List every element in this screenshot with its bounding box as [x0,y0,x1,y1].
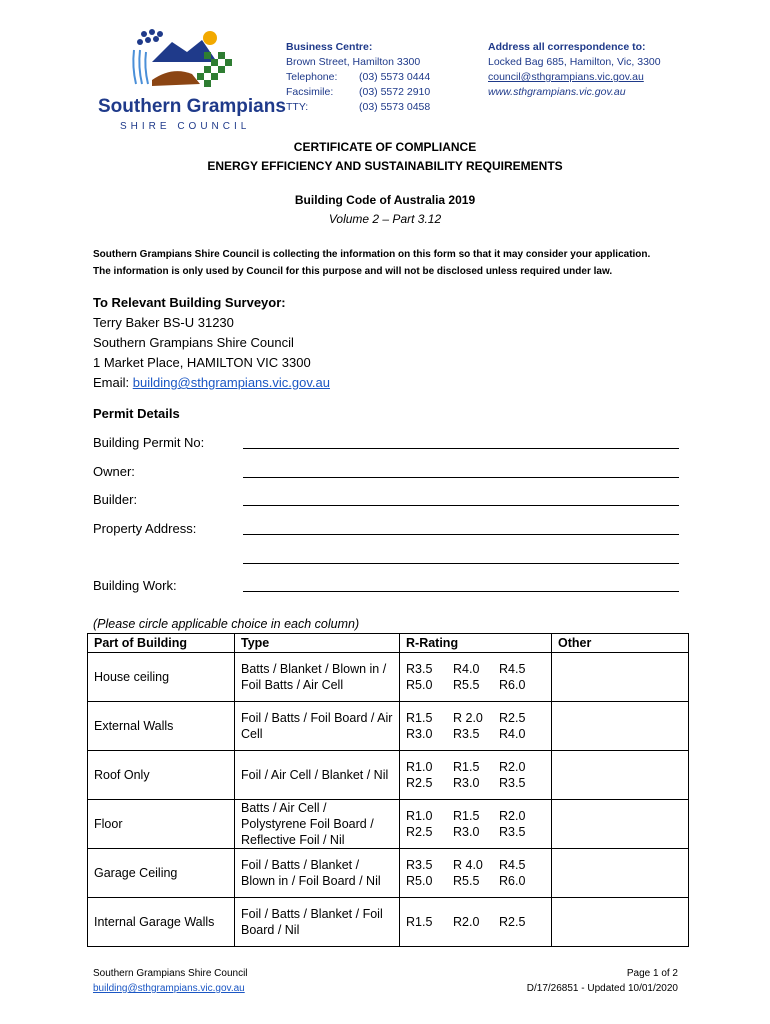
row-other[interactable] [552,849,689,898]
logo-subtitle: SHIRE COUNCIL [120,121,251,132]
rating-option[interactable]: R2.5 [499,915,526,929]
rating-option[interactable]: R2.5 [499,711,526,725]
row-other[interactable] [552,751,689,800]
page-number: Page 1 of 2 [626,968,678,979]
row-type[interactable]: Foil / Batts / Blanket / Foil Board / Nil [235,898,400,947]
rating-option[interactable]: R4.5 [499,662,526,676]
rating-option[interactable]: R1.5 [406,711,433,725]
rating-option[interactable]: R3.0 [453,825,480,839]
work-field[interactable] [243,578,679,592]
correspondence [488,40,661,100]
rating-option[interactable]: R1.5 [453,809,480,823]
builder-field[interactable] [243,492,679,506]
phone-value: (03) 5573 0444 [359,71,431,83]
rating-option[interactable]: R3.5 [406,662,433,676]
row-part: Roof Only [88,751,235,800]
row-type[interactable]: Foil / Batts / Foil Board / Air Cell [235,702,400,751]
row-part: Garage Ceiling [88,849,235,898]
rating-option[interactable]: R 4.0 [453,858,483,872]
rating-option[interactable]: R2.5 [406,776,433,790]
rating-option[interactable]: R2.0 [499,760,526,774]
builder-label: Builder: [93,492,138,507]
insulation-table [87,633,689,947]
surveyor-name: Terry Baker BS-U 31230 [93,315,234,330]
table-row [88,653,689,702]
rating-option[interactable]: R3.0 [406,727,433,741]
surveyor-email-row [93,373,330,393]
tty-label: TTY: [286,101,309,113]
website-link[interactable]: www.sthgrampians.vic.gov.au [488,86,626,98]
business-centre [286,40,430,115]
rating-option[interactable]: R3.5 [499,776,526,790]
rating-option[interactable]: R3.0 [453,776,480,790]
rating-option[interactable]: R1.0 [406,809,433,823]
table-row [88,751,689,800]
row-type[interactable]: Foil / Batts / Blanket / Blown in / Foil Board / Nil [235,849,400,898]
surveyor-block [93,293,330,393]
row-ratings [400,898,552,947]
phone-label: Telephone: [286,71,338,83]
tty-row [286,100,430,115]
footer-right [527,966,678,996]
row-ratings [400,800,552,849]
header-part: Part of Building [88,634,235,653]
row-type[interactable]: Foil / Air Cell / Blanket / Nil [235,751,400,800]
row-type[interactable]: Batts / Air Cell / Polystyrene Foil Board / Reflective Foil / Nil [235,800,400,849]
row-part: House ceiling [88,653,235,702]
row-other[interactable] [552,653,689,702]
rating-option[interactable]: R5.0 [406,678,433,692]
row-ratings [400,653,552,702]
email-label: Email: [93,375,133,390]
rating-option[interactable]: R5.0 [406,874,433,888]
footer-org: Southern Grampians Shire Council [93,968,248,979]
row-type[interactable]: Batts / Blanket / Blown in / Foil Batts / Air Cell [235,653,400,702]
rating-option[interactable]: R4.0 [453,662,480,676]
logo-name: Southern Grampians [98,96,286,117]
rating-option[interactable]: R6.0 [499,874,526,888]
surveyor-heading: To Relevant Building Surveyor: [93,295,286,310]
rating-option[interactable]: R3.5 [406,858,433,872]
business-heading: Business Centre: [286,41,373,53]
footer-left [93,966,248,996]
row-ratings [400,702,552,751]
row-ratings [400,751,552,800]
title-line-2: ENERGY EFFICIENCY AND SUSTAINABILITY REQUIREMENTS [207,159,563,173]
tty-value: (03) 5573 0458 [359,101,431,113]
table-row [88,898,689,947]
rating-option[interactable]: R2.0 [499,809,526,823]
rating-option[interactable]: R3.5 [499,825,526,839]
rating-option[interactable]: R1.5 [406,915,433,929]
correspondence-address: Locked Bag 685, Hamilton, Vic, 3300 [488,56,661,68]
fax-row [286,85,430,100]
property-field[interactable] [243,521,679,535]
title-line-1: CERTIFICATE OF COMPLIANCE [293,140,477,154]
document-reference: D/17/26851 - Updated 10/01/2020 [526,983,678,994]
row-part: Floor [88,800,235,849]
rating-option[interactable]: R1.0 [406,760,433,774]
owner-label: Owner: [93,464,135,479]
owner-field[interactable] [243,464,679,478]
rating-option[interactable]: R4.0 [499,727,526,741]
header-rating: R-Rating [400,634,552,653]
table-row [88,702,689,751]
table-note: (Please circle applicable choice in each column) [93,617,360,631]
fax-label: Facsimile: [286,86,334,98]
row-ratings [400,849,552,898]
surveyor-email-link[interactable]: building@sthgrampians.vic.gov.au [132,375,330,390]
row-other[interactable] [552,702,689,751]
rating-option[interactable]: R5.5 [453,874,480,888]
notice-line-2: The information is only used by Council for this purpose and will not be disclosed unless required under law. [93,266,613,277]
permit-no-label: Building Permit No: [93,435,205,450]
rating-option[interactable]: R2.0 [453,915,480,929]
table-row [88,849,689,898]
row-other[interactable] [552,800,689,849]
rating-option[interactable]: R4.5 [499,858,526,872]
notice-line-1: Southern Grampians Shire Council is collecting the information on this form so that it may consider your application. [93,249,651,260]
business-address: Brown Street, Hamilton 3300 [286,56,421,68]
code-line-1: Building Code of Australia 2019 [294,193,476,207]
row-other[interactable] [552,898,689,947]
table-header-row [88,634,689,653]
phone-row [286,70,430,85]
rating-option[interactable]: R3.5 [453,727,480,741]
property-field-line-2[interactable] [243,550,679,564]
table-row [88,800,689,849]
council-logo [92,22,286,134]
permit-no-field[interactable] [243,435,679,449]
surveyor-org: Southern Grampians Shire Council [93,335,294,350]
work-label: Building Work: [93,578,177,593]
privacy-notice [93,246,733,280]
row-part: External Walls [88,702,235,751]
fax-value: (03) 5572 2910 [359,86,431,98]
rating-option[interactable]: R 2.0 [453,711,483,725]
rating-option[interactable]: R5.5 [453,678,480,692]
code-reference [0,191,770,229]
certificate-title [0,138,770,176]
permit-heading: Permit Details [93,406,180,421]
council-email-link[interactable]: council@sthgrampians.vic.gov.au [488,71,644,83]
correspondence-heading: Address all correspondence to: [488,41,646,53]
rating-option[interactable]: R2.5 [406,825,433,839]
code-line-2: Volume 2 – Part 3.12 [328,212,442,226]
surveyor-address: 1 Market Place, HAMILTON VIC 3300 [93,355,311,370]
rating-option[interactable]: R1.5 [453,760,480,774]
row-part: Internal Garage Walls [88,898,235,947]
footer-email-link[interactable]: building@sthgrampians.vic.gov.au [93,983,245,994]
header-other: Other [552,634,689,653]
header-type: Type [235,634,400,653]
property-label: Property Address: [93,521,197,536]
rating-option[interactable]: R6.0 [499,678,526,692]
